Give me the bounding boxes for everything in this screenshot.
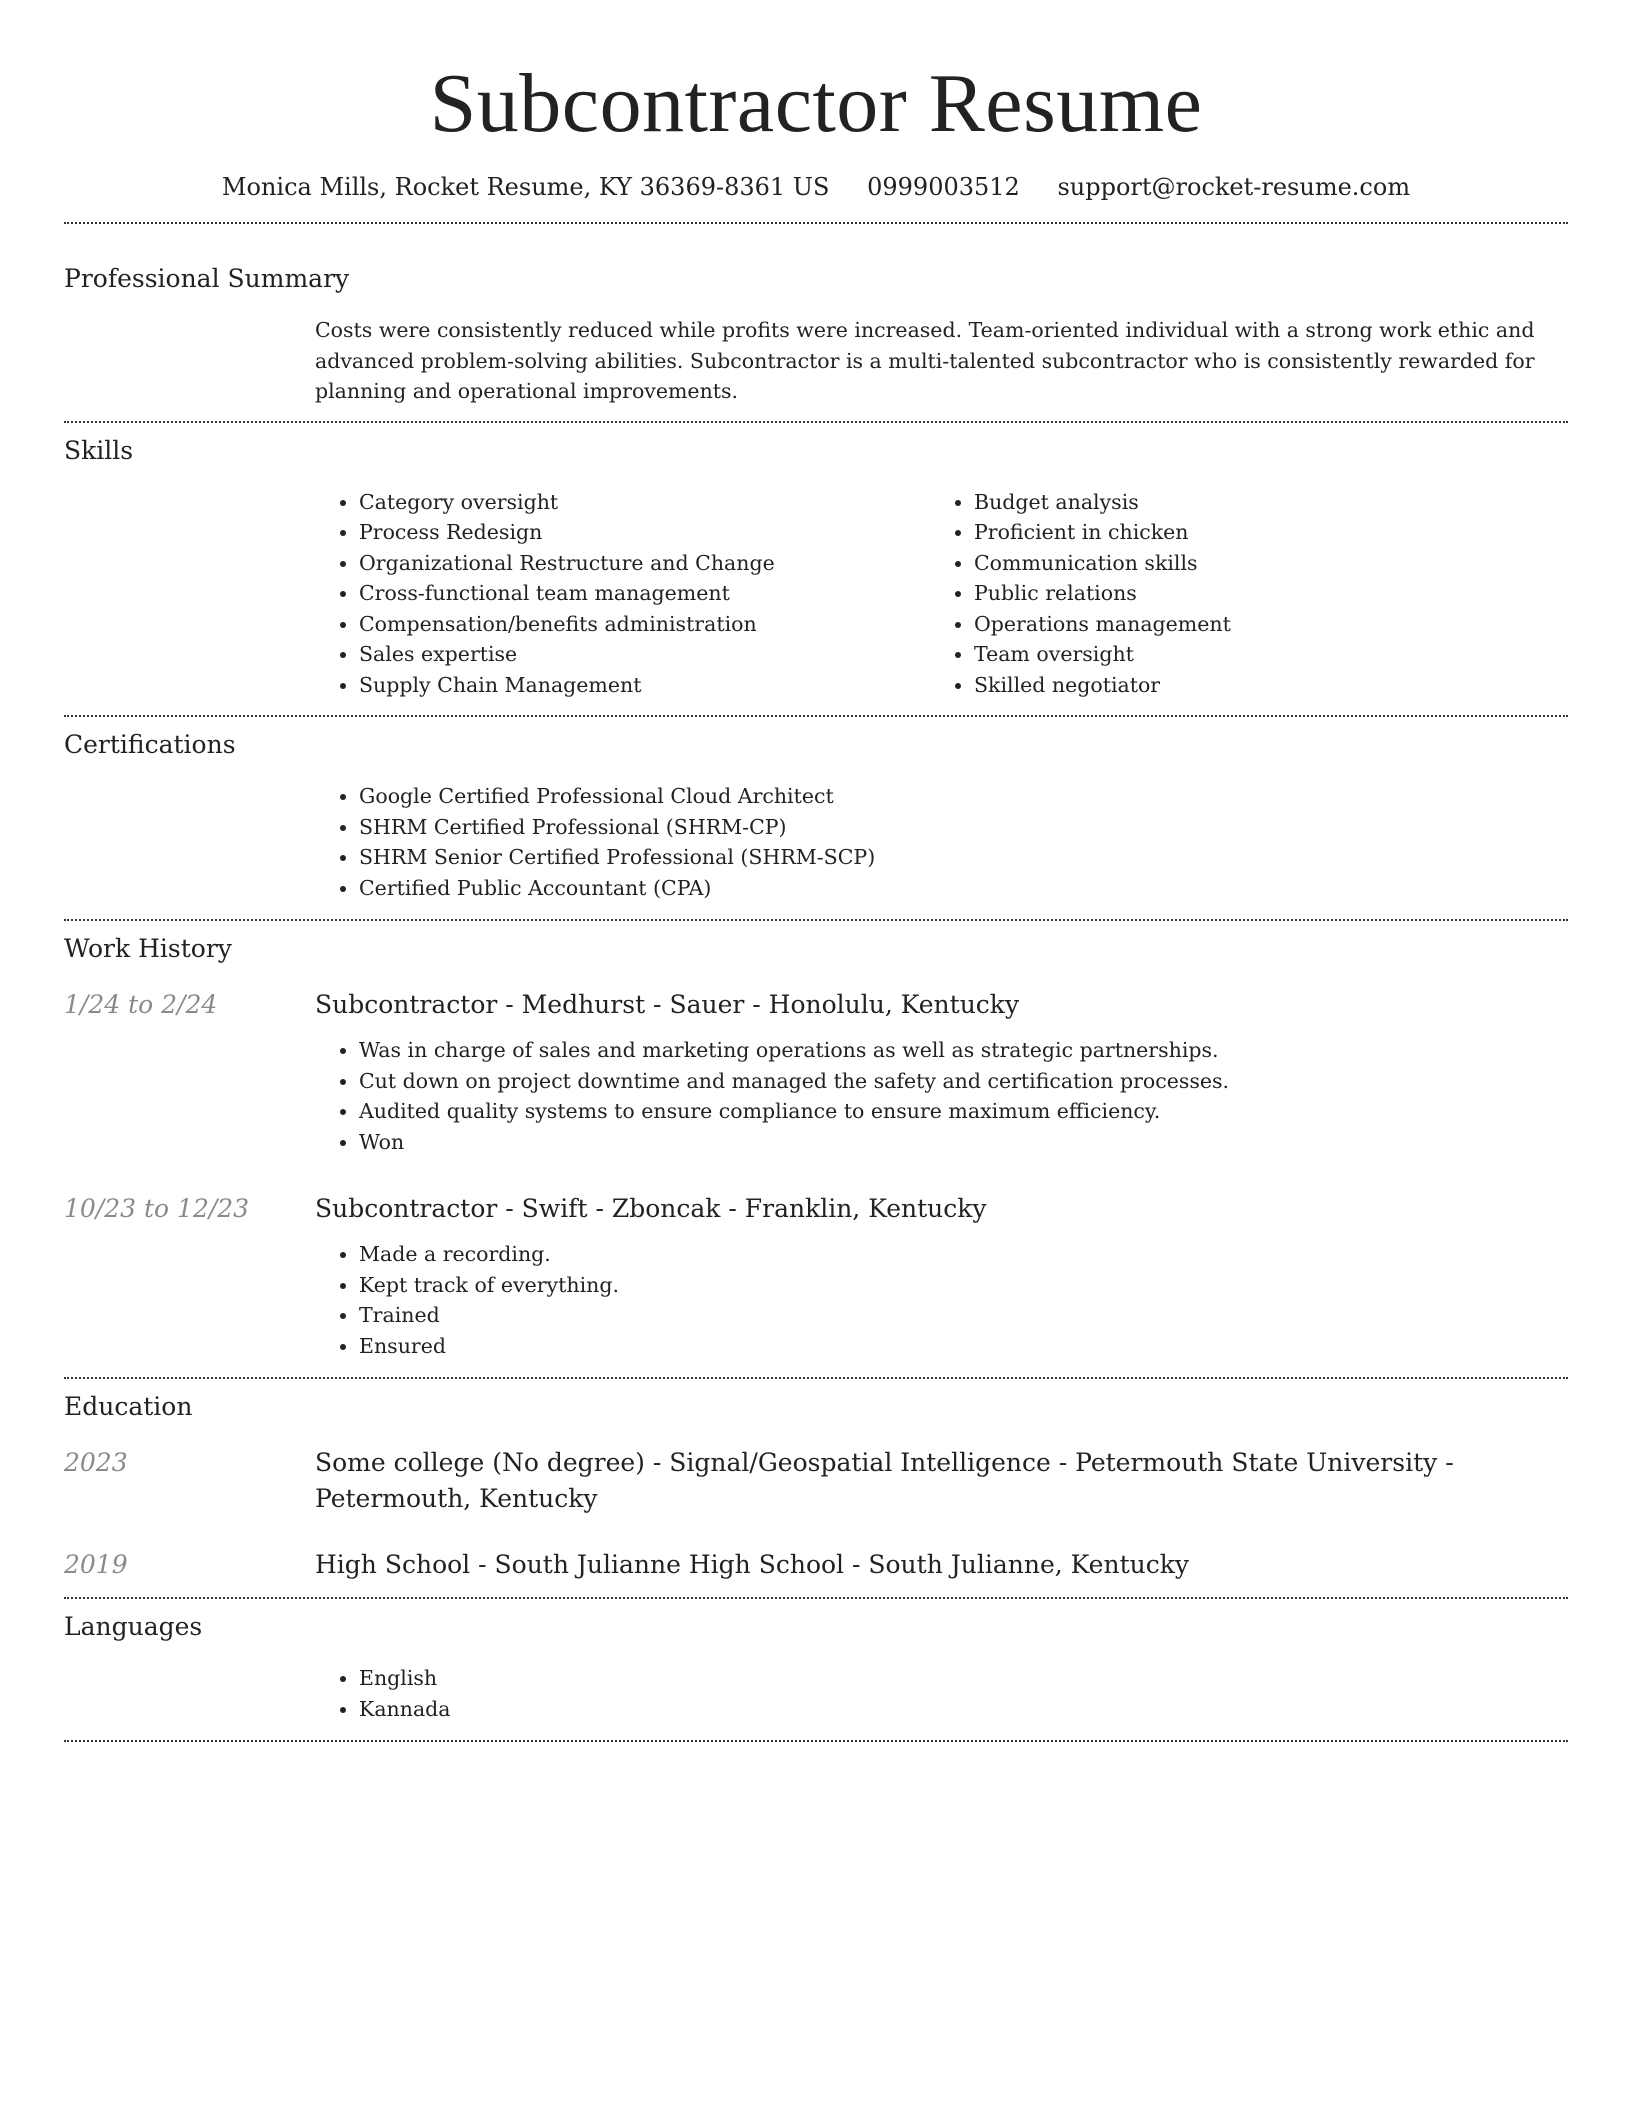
job-bullet: • Won [359, 1127, 1568, 1158]
section-heading-work-history: Work History [64, 934, 232, 963]
languages-section [64, 1610, 1568, 1724]
education-year: 2019 [64, 1550, 128, 1579]
language-item: • English [359, 1663, 1568, 1694]
education-school: - South Julianne High School - South Julianne, Kentucky [470, 1550, 1189, 1579]
skill-item: • Budget analysis [974, 487, 1545, 518]
job-bullets [315, 1239, 1568, 1361]
divider [64, 1377, 1568, 1379]
section-heading-summary: Professional Summary [64, 264, 350, 293]
skill-item: • Proficient in chicken [974, 517, 1545, 548]
skill-item: • Operations management [974, 609, 1545, 640]
divider [64, 715, 1568, 717]
job-bullets [315, 1035, 1568, 1157]
education-title-line [315, 1547, 1568, 1583]
skill-item: • Compensation/benefits administration [359, 609, 930, 640]
divider [64, 1597, 1568, 1599]
skills-column-right [930, 487, 1545, 701]
certification-item: • Google Certified Professional Cloud Architect [359, 781, 1568, 812]
skill-item: • Supply Chain Management [359, 670, 930, 701]
education-school: - Petermouth State University - Petermouth, Kentucky [315, 1448, 1454, 1513]
certifications-section [64, 728, 1568, 903]
skills-column-left [315, 487, 930, 701]
education-degree: Some college (No degree) - Signal/Geospatial Intelligence [315, 1448, 1051, 1477]
divider [64, 1740, 1568, 1742]
education-entry [64, 1547, 1568, 1583]
skill-item: • Team oversight [974, 639, 1545, 670]
work-history-section [64, 932, 1568, 1361]
skill-item: • Skilled negotiator [974, 670, 1545, 701]
skill-item: • Communication skills [974, 548, 1545, 579]
skill-item: • Process Redesign [359, 517, 930, 548]
job-bullet: • Cut down on project downtime and managed the safety and certification processes. [359, 1066, 1568, 1097]
summary-text: Costs were consistently reduced while profits were increased. Team-oriented individual with a strong work ethic and advanced problem-solving abilities. Subcontractor is a multi-talented subcontractor who is consistently rewarded for planning and operational improvements. [315, 318, 1535, 403]
job-bullet: • Made a recording. [359, 1239, 1568, 1270]
education-entry [64, 1445, 1568, 1517]
education-section [64, 1390, 1568, 1583]
certification-item: • SHRM Certified Professional (SHRM-CP) [359, 812, 1568, 843]
divider [64, 222, 1568, 224]
divider [64, 421, 1568, 423]
job-bullet: • Was in charge of sales and marketing operations as well as strategic partnerships. [359, 1035, 1568, 1066]
job-bullet: • Audited quality systems to ensure compliance to ensure maximum efficiency. [359, 1096, 1568, 1127]
certification-item: • SHRM Senior Certified Professional (SHRM-SCP) [359, 842, 1568, 873]
job-title-line [315, 1191, 1568, 1227]
job-entry [64, 987, 1568, 1157]
contact-address: Monica Mills, Rocket Resume, KY 36369-8361 US [221, 173, 830, 201]
language-item: • Kannada [359, 1694, 1568, 1725]
job-bullet: • Kept track of everything. [359, 1270, 1568, 1301]
job-entry [64, 1191, 1568, 1361]
certification-item: • Certified Public Accountant (CPA) [359, 873, 1568, 904]
section-heading-certifications: Certifications [64, 730, 236, 759]
education-title-line [315, 1445, 1568, 1517]
job-title: Subcontractor [315, 990, 498, 1019]
skill-item: • Cross-functional team management [359, 578, 930, 609]
skills-section [64, 434, 1568, 701]
education-degree: High School [315, 1550, 471, 1579]
job-employer: - Medhurst - Sauer - Honolulu, Kentucky [497, 990, 1020, 1019]
skill-item: • Sales expertise [359, 639, 930, 670]
job-title: Subcontractor [315, 1194, 498, 1223]
skill-item: • Public relations [974, 578, 1545, 609]
summary-section [64, 262, 1568, 407]
job-bullet: • Ensured [359, 1331, 1568, 1362]
resume-page [64, 0, 1568, 1742]
section-heading-education: Education [64, 1392, 193, 1421]
resume-title: Subcontractor Resume [429, 57, 1203, 150]
job-bullet: • Trained [359, 1300, 1568, 1331]
education-year: 2023 [64, 1448, 128, 1477]
contact-line [64, 170, 1568, 204]
skill-item: • Organizational Restructure and Change [359, 548, 930, 579]
job-employer: - Swift - Zboncak - Franklin, Kentucky [497, 1194, 987, 1223]
section-heading-skills: Skills [64, 435, 134, 465]
divider [64, 919, 1568, 921]
section-heading-languages: Languages [64, 1612, 203, 1641]
contact-phone: 0999003512 [867, 173, 1020, 201]
job-title-line [315, 987, 1568, 1023]
contact-email: support@rocket-resume.com [1057, 173, 1411, 201]
job-dates: 10/23 to 12/23 [64, 1194, 250, 1223]
job-dates: 1/24 to 2/24 [64, 990, 218, 1019]
skill-item: • Category oversight [359, 487, 930, 518]
